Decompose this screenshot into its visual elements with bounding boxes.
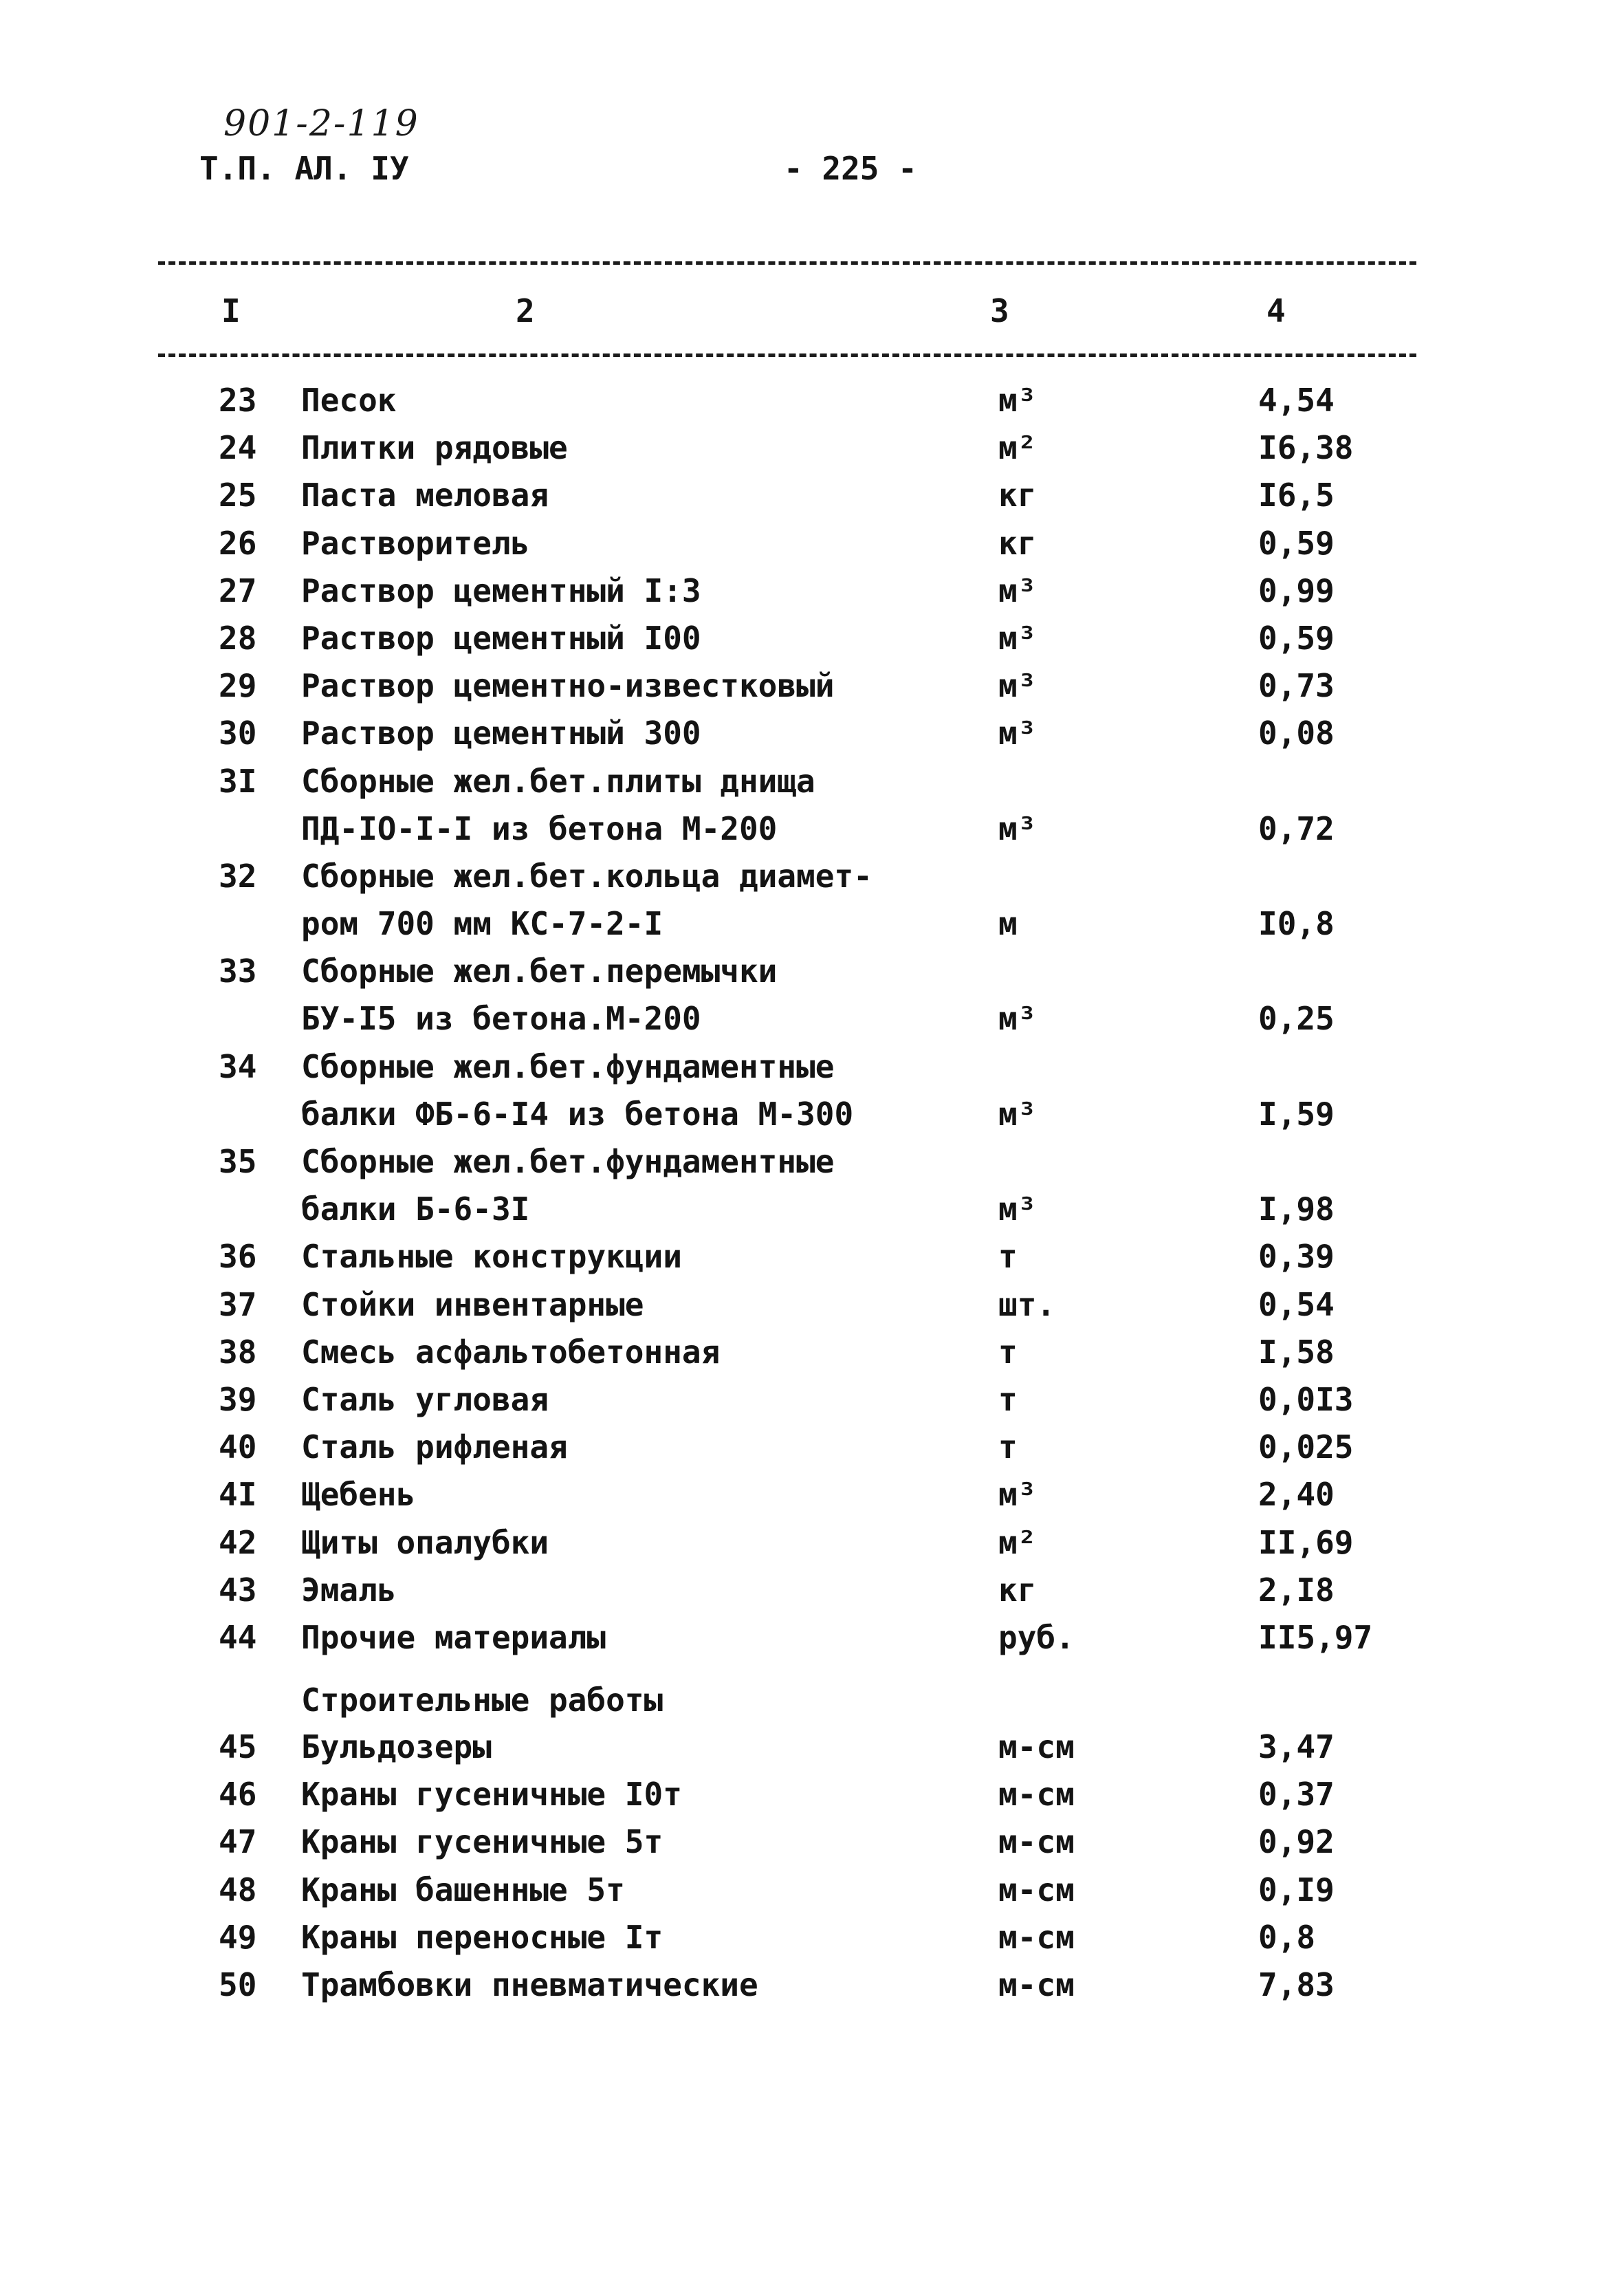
row-name: Прочие материалы (301, 1618, 606, 1656)
row-name: Раствор цементный I00 (301, 619, 701, 657)
row-number: 30 (219, 715, 257, 752)
row-name: Сборные жел.бет.плиты днища (301, 762, 815, 800)
row-unit: м-см (998, 1823, 1075, 1861)
row-unit: м³ (998, 667, 1037, 705)
row-name: Паста меловая (301, 477, 549, 514)
row-unit: м³ (998, 809, 1037, 847)
row-quantity: 0,54 (1258, 1285, 1335, 1323)
row-unit: кг (998, 477, 1037, 514)
column-header-4: 4 (1266, 292, 1286, 329)
row-quantity: 0,59 (1258, 524, 1335, 562)
table-row (0, 1186, 1624, 1233)
row-unit: м³ (998, 715, 1037, 752)
row-unit: м³ (998, 619, 1037, 657)
row-number: 47 (219, 1823, 257, 1861)
table-row (0, 1281, 1624, 1329)
row-name: Щебень (301, 1476, 416, 1514)
row-name: ПД-IO-I-I из бетона М-200 (301, 809, 778, 847)
row-quantity: 0,92 (1258, 1823, 1335, 1861)
row-name: Краны башенные 5т (301, 1871, 625, 1908)
row-name: Строительные работы (301, 1681, 663, 1719)
row-name: Сборные жел.бет.кольца диамет- (301, 857, 873, 895)
table-row (0, 710, 1624, 757)
row-name: Эмаль (301, 1571, 397, 1609)
row-quantity: 4,54 (1258, 382, 1335, 419)
row-unit: т (998, 1428, 1018, 1466)
row-number: 23 (219, 382, 257, 419)
row-number: 32 (219, 857, 257, 895)
header-rule-top (158, 261, 1416, 265)
row-number: 4I (219, 1476, 257, 1514)
row-number: 39 (219, 1380, 257, 1418)
row-number: 29 (219, 667, 257, 705)
row-unit: м³ (998, 382, 1037, 419)
row-number: 3I (219, 762, 257, 800)
row-name: Смесь асфальтобетонная (301, 1333, 721, 1371)
row-name: Сталь рифленая (301, 1428, 568, 1466)
section-heading-row (0, 1662, 1624, 1723)
table-row (0, 1866, 1624, 1914)
row-number: 46 (219, 1776, 257, 1814)
row-quantity: 0,39 (1258, 1238, 1335, 1276)
row-name: Плитки рядовые (301, 429, 568, 467)
row-name: Раствор цементно-известковый (301, 667, 835, 705)
row-number: 33 (219, 953, 257, 990)
row-quantity: 0,08 (1258, 715, 1335, 752)
row-name: БУ-I5 из бетона.М-200 (301, 1000, 701, 1038)
table-row (0, 853, 1624, 900)
row-number: 40 (219, 1428, 257, 1466)
table-row (0, 805, 1624, 853)
row-number: 49 (219, 1918, 257, 1956)
row-quantity: 0,025 (1258, 1428, 1354, 1466)
row-number: 38 (219, 1333, 257, 1371)
row-unit: м-см (998, 1776, 1075, 1814)
row-name: балки ФБ-6-I4 из бетона М-300 (301, 1095, 854, 1133)
row-name: Краны переносные Iт (301, 1918, 663, 1956)
row-name: Сталь угловая (301, 1380, 549, 1418)
row-name: Раствор цементный 300 (301, 715, 701, 752)
row-number: 43 (219, 1571, 257, 1609)
row-quantity: 0,25 (1258, 1000, 1335, 1038)
table-row (0, 662, 1624, 710)
row-quantity: II5,97 (1258, 1618, 1373, 1656)
row-quantity: 0,37 (1258, 1776, 1335, 1814)
table-row (0, 424, 1624, 472)
table-row (0, 1471, 1624, 1519)
row-number: 25 (219, 477, 257, 514)
row-number: 48 (219, 1871, 257, 1908)
row-quantity: 0,73 (1258, 667, 1335, 705)
row-quantity: 2,40 (1258, 1476, 1335, 1514)
table-row (0, 1567, 1624, 1614)
row-quantity: 0,59 (1258, 619, 1335, 657)
row-unit: м² (998, 429, 1037, 467)
row-unit: м³ (998, 1000, 1037, 1038)
row-name: Трамбовки пневматические (301, 1966, 758, 2003)
row-name: Сборные жел.бет.фундаментные (301, 1143, 835, 1180)
row-quantity: 2,I8 (1258, 1571, 1335, 1609)
table-row (0, 1138, 1624, 1186)
row-name: Краны гусеничные I0т (301, 1776, 682, 1814)
row-unit: м (998, 905, 1018, 943)
row-unit: т (998, 1238, 1018, 1276)
table-row (0, 1818, 1624, 1866)
row-name: ром 700 мм КС-7-2-I (301, 905, 663, 943)
table-row (0, 1424, 1624, 1471)
row-number: 36 (219, 1238, 257, 1276)
row-quantity: 0,0I3 (1258, 1380, 1354, 1418)
row-unit: м-см (998, 1966, 1075, 2003)
row-quantity: 0,I9 (1258, 1871, 1335, 1908)
row-unit: м-см (998, 1871, 1075, 1908)
row-name: Стойки инвентарные (301, 1285, 644, 1323)
row-quantity: 3,47 (1258, 1728, 1335, 1766)
table-row (0, 900, 1624, 948)
row-unit: м³ (998, 1190, 1037, 1228)
row-unit: т (998, 1333, 1018, 1371)
materials-table (0, 377, 1624, 2009)
column-header-3: 3 (990, 292, 1009, 329)
row-unit: кг (998, 524, 1037, 562)
row-name: Сборные жел.бет.перемычки (301, 953, 778, 990)
table-row (0, 567, 1624, 615)
header-rule-bottom (158, 353, 1416, 357)
table-row (0, 1043, 1624, 1091)
table-row (0, 1914, 1624, 1961)
row-number: 42 (219, 1523, 257, 1561)
row-name: Песок (301, 382, 397, 419)
row-name: Стальные конструкции (301, 1238, 682, 1276)
row-name: Краны гусеничные 5т (301, 1823, 663, 1861)
table-row (0, 520, 1624, 567)
row-name: Бульдозеры (301, 1728, 492, 1766)
row-number: 50 (219, 1966, 257, 2003)
row-name: балки Б-6-3I (301, 1190, 530, 1228)
table-row (0, 1376, 1624, 1424)
row-quantity: I,98 (1258, 1190, 1335, 1228)
row-unit: м³ (998, 572, 1037, 609)
table-row (0, 1091, 1624, 1138)
table-row (0, 948, 1624, 995)
row-number: 45 (219, 1728, 257, 1766)
row-quantity: 7,83 (1258, 1966, 1335, 2003)
row-quantity: 0,72 (1258, 809, 1335, 847)
row-unit: руб. (998, 1618, 1075, 1656)
table-row (0, 1614, 1624, 1662)
table-row (0, 1961, 1624, 2009)
row-unit: м³ (998, 1476, 1037, 1514)
row-unit: м³ (998, 1095, 1037, 1133)
row-name: Раствор цементный I:3 (301, 572, 701, 609)
row-number: 26 (219, 524, 257, 562)
row-number: 34 (219, 1047, 257, 1085)
row-quantity: 0,99 (1258, 572, 1335, 609)
page-number: - 225 - (784, 150, 917, 187)
row-number: 27 (219, 572, 257, 609)
row-quantity: I,58 (1258, 1333, 1335, 1371)
table-row (0, 472, 1624, 519)
table-row (0, 995, 1624, 1043)
row-unit: т (998, 1380, 1018, 1418)
row-quantity: I,59 (1258, 1095, 1335, 1133)
document-code: Т.П. АЛ. IУ (199, 150, 409, 187)
column-header-2: 2 (516, 292, 535, 329)
row-number: 24 (219, 429, 257, 467)
column-header-1: I (221, 292, 241, 329)
table-row (0, 1723, 1624, 1771)
row-unit: кг (998, 1571, 1037, 1609)
row-number: 37 (219, 1285, 257, 1323)
table-row (0, 615, 1624, 662)
row-unit: шт. (998, 1285, 1056, 1323)
table-row (0, 377, 1624, 424)
table-row (0, 1519, 1624, 1567)
row-number: 44 (219, 1618, 257, 1656)
row-name: Растворитель (301, 524, 530, 562)
row-quantity: 0,8 (1258, 1918, 1316, 1956)
row-quantity: I6,5 (1258, 477, 1335, 514)
table-row (0, 1771, 1624, 1818)
row-number: 35 (219, 1143, 257, 1180)
table-row (0, 758, 1624, 805)
row-unit: м-см (998, 1918, 1075, 1956)
table-row (0, 1329, 1624, 1376)
row-name: Сборные жел.бет.фундаментные (301, 1047, 835, 1085)
handwritten-reference: 901-2-119 (223, 103, 419, 144)
row-quantity: II,69 (1258, 1523, 1354, 1561)
row-unit: м² (998, 1523, 1037, 1561)
row-number: 28 (219, 619, 257, 657)
row-quantity: I6,38 (1258, 429, 1354, 467)
row-name: Щиты опалубки (301, 1523, 549, 1561)
row-quantity: I0,8 (1258, 905, 1335, 943)
row-unit: м-см (998, 1728, 1075, 1766)
table-row (0, 1233, 1624, 1281)
